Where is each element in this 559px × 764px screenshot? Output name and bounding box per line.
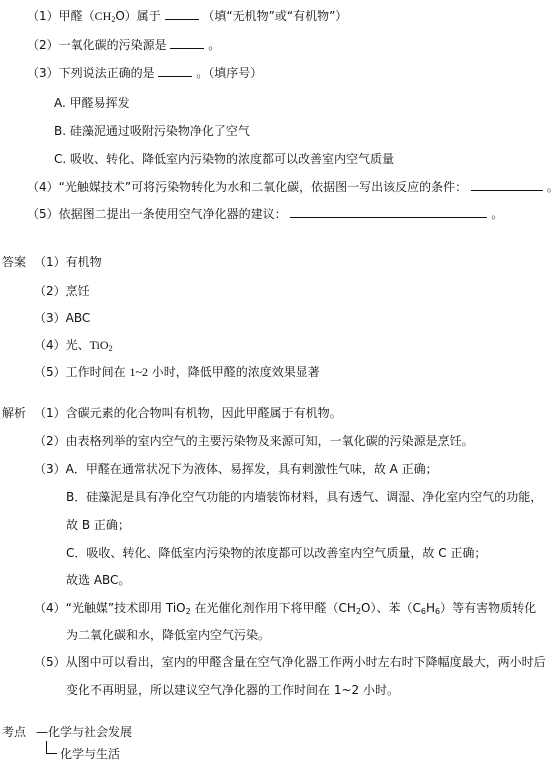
q3-option-c: C. 吸收、转化、降低室内污染物的浓度都可以改善室内空气质量 [54, 152, 395, 166]
q3-hint: 。（填序号） [196, 66, 263, 80]
analysis-5-line-2: 变化不再明显，所以建议空气净化器的工作时间在 1~2 小时。 [66, 683, 399, 697]
answer-5-tail: 小时，降低甲醛的浓度效果显著 [147, 365, 320, 379]
q1-formula-tail: O）属于 [115, 9, 161, 23]
kaodian-heading: 考点 [2, 725, 27, 739]
answer-4-formula: TiO [89, 338, 109, 352]
tree-dash-icon: — [36, 725, 48, 739]
question-1 [27, 8, 347, 24]
analysis-3-line-3: 故 B 正确； [66, 518, 130, 532]
analysis-1: （1）含碳元素的化合物叫有机物，因此甲醛属于有机物。 [34, 406, 342, 420]
q3-option-a: A. 甲醛易挥发 [54, 96, 130, 110]
analysis-3-line-4: C．吸收、转化、降低室内污染物的浓度都可以改善室内空气质量，故 C 正确； [66, 546, 487, 560]
q5-tail: 。 [491, 207, 504, 221]
q3-answer-blank [158, 65, 192, 77]
analysis-4-mid-2: O）、苯（C [361, 601, 421, 615]
question-3 [27, 65, 262, 81]
analysis-4-text: （4）“光触媒”技术即用 TiO [34, 601, 186, 615]
q2-tail: 。 [208, 38, 221, 52]
analysis-heading: 解析 [2, 406, 27, 420]
answer-heading: 答案 [2, 255, 27, 269]
q1-text: （1）甲醛（ [27, 9, 95, 23]
question-5 [27, 206, 503, 222]
answer-5-text: （5）工作时间在 [34, 365, 130, 379]
q1-formula: CH [94, 9, 112, 23]
question-4 [27, 179, 559, 195]
q5-answer-blank [290, 206, 487, 218]
answer-5 [34, 364, 320, 380]
answer-1: （1）有机物 [34, 255, 102, 269]
q4-text: （4）“光触媒技术”可将污染物转化为水和二氧化碳，依据图一写出该反应的条件： [27, 180, 468, 194]
q3-option-b: B. 硅藻泥通过吸附污染物净化了空气 [54, 124, 250, 138]
analysis-5-line-1: （5）从图中可以看出，室内的甲醛含量在空气净化器工作两小时左右时下降幅度最大，两小时后 [34, 655, 546, 669]
q1-formula-sub: 2 [111, 15, 116, 24]
analysis-3-line-1: （3）A．甲醛在通常状况下为液体、易挥发，具有剌激性气味，故 A 正确； [34, 462, 438, 476]
analysis-4-tail: ）等有害物质转化 [440, 601, 537, 615]
q1-answer-blank [165, 8, 199, 20]
analysis-4-sub-1: 2 [185, 607, 191, 616]
kaodian-item-2: 化学与生活 [60, 747, 121, 761]
analysis-4-mid-3: H [425, 601, 435, 615]
analysis-4-sub-4: 6 [434, 607, 441, 616]
answer-2: （2）烹饪 [34, 284, 90, 298]
analysis-4-sub-2: 2 [355, 607, 362, 616]
q2-text: （2）一氧化碳的污染源是 [27, 38, 167, 52]
analysis-4-line-1 [34, 600, 536, 616]
q1-hint: （填“无机物”或“有机物”） [202, 9, 348, 23]
kaodian-item-1-label: 化学与社会发展 [48, 725, 133, 739]
q4-tail: 。 [546, 180, 559, 194]
analysis-2: （2）由表格列举的室内空气的主要污染物及来源可知，一氧化碳的污染源是烹饪。 [34, 434, 474, 448]
answer-5-number: 1~2 [129, 365, 148, 379]
answer-4-text: （4）光、 [34, 338, 90, 352]
question-2 [27, 37, 220, 53]
analysis-4-mid: 在光催化剂作用下将甲醛（CH [190, 601, 356, 615]
q5-text: （5）依据图二提出一条使用空气净化器的建议： [27, 207, 287, 221]
answer-3: （3）ABC [34, 311, 91, 325]
analysis-3-line-5: 故选 ABC。 [66, 573, 131, 587]
answer-4-formula-sub: 2 [108, 344, 113, 353]
kaodian-item-1 [36, 724, 132, 740]
q3-text: （3）下列说法正确的是 [27, 66, 155, 80]
analysis-4-line-2: 为二氧化碳和水，降低室内空气污染。 [66, 628, 271, 642]
q2-answer-blank [170, 37, 204, 49]
analysis-3-line-2: B．硅藻泥是具有净化空气功能的内墙装饰材料，具有透气、调湿、净化室内空气的功能， [66, 490, 543, 504]
analysis-4-sub-3: 6 [420, 607, 426, 616]
tree-connector-icon [46, 741, 57, 754]
answer-4 [34, 337, 113, 353]
q4-answer-blank [471, 179, 543, 191]
